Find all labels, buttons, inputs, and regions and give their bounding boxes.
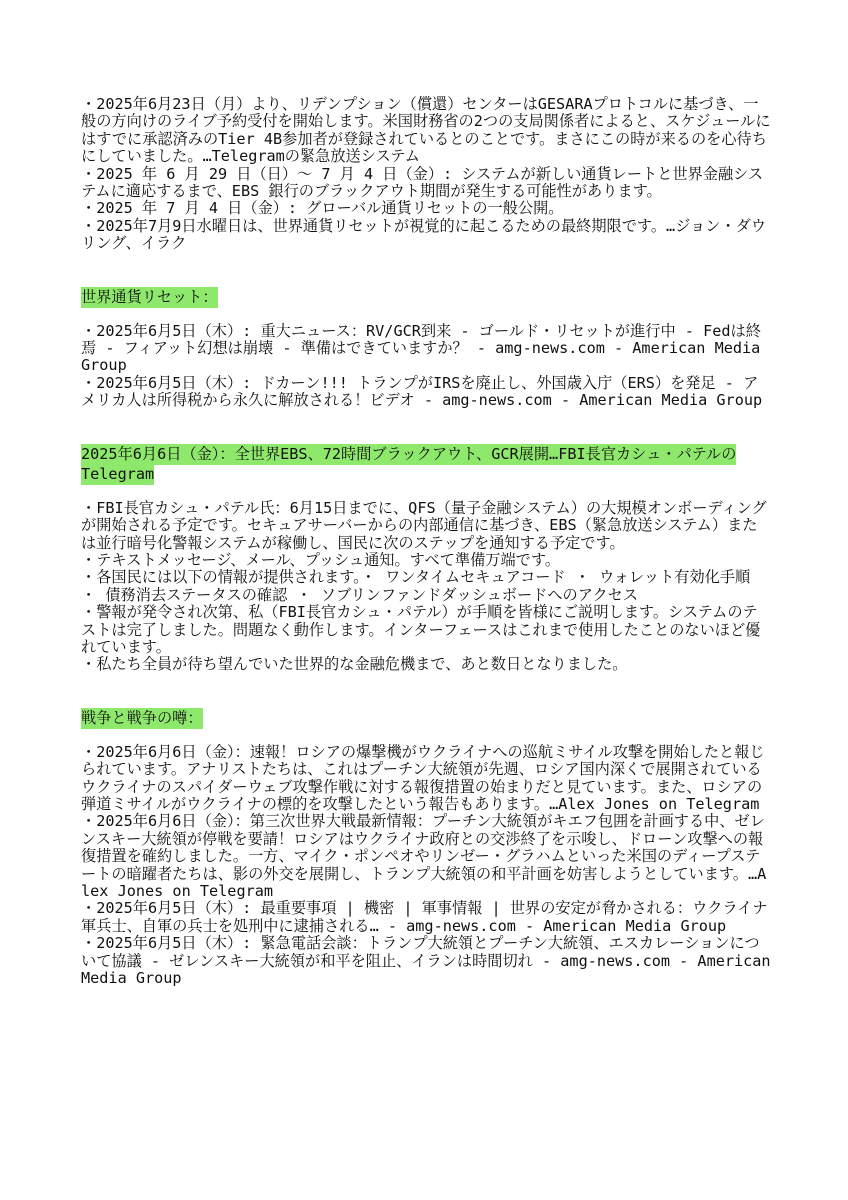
section-item: ・2025年6月5日（木）: 最重要事項 | 機密 | 軍事情報 | 世界の安定が脅かされる：ウクライナ軍兵士、自軍の兵士を処刑中に逮捕される… - amg-news.com - American Media Group [81, 899, 768, 935]
section-heading-block [81, 708, 771, 728]
intro-paragraph: ・2025 年 7 月 4 日（金）: グローバル通貨リセットの一般公開。 [81, 199, 564, 218]
section-heading-block [81, 287, 771, 307]
section-item: ・テキストメッセージ、メール、プッシュ通知。すべて準備万端です。 [81, 550, 561, 569]
section-body [81, 500, 771, 674]
section-title: 戦争と戦争の噂： [81, 708, 203, 727]
intro-paragraph: ・2025 年 6 月 29 日（日）～ 7 月 4 日（金）: システムが新しい通貨レートと世界金融システムに適応するまで、EBS 銀行のブラックアウト期間が発生する可能性があります。 [81, 164, 764, 201]
intro-paragraph: ・2025年6月23日（月）より、リデンプション（償還）センターはGESARAプロトコルに基づき、一般の方向けのライブ予約受付を開始します。米国財務省の2つの支局関係者によると、スケジュールにはすでに承認済みのTier 4B参加者が登録されているとのことです。まさにこの時が来るのを心待ちにしていました。…Telegramの緊急放送システム [81, 95, 771, 166]
section-item: ・2025年6月6日（金）：速報！ロシアの爆撃機がウクライナへの巡航ミサイル攻撃を開始したと報じられています。アナリストたちは、これはプーチン大統領が先週、ロシア国内深くで展開されているウクライナのスパイダーウェブ攻撃作戦に対する報復措置の始まりだと見ています。また、ロシアの弾道ミサイルがウクライナの標的を攻撃したという報告もあります。…Alex Jones on Telegram [81, 742, 765, 813]
section-item: ・FBI長官カシュ・パテル氏：6月15日までに、QFS（量子金融システム）の大規模オンボーディングが開始される予定です。セキュアサーバーからの内部通信に基づき、EBS（緊急放送システム）または並行暗号化警報システムが稼働し、国民に次のステップを通知する予定です。 [81, 498, 767, 552]
section-item: ・2025年6月5日（木）: 緊急電話会談：トランプ大統領とプーチン大統領、エスカレーションについて協議 - ゼレンスキー大統領が和平を阻止、イランは時間切れ - amg-news.com - American Media Group [81, 934, 771, 988]
section-item: ・2025年6月5日（木）: 重大ニュース：RV/GCR到来 - ゴールド・リセットが進行中 - Fedは終焉 - フィアット幻想は崩壊 - 準備はできていますか？ - amg-news.com - American Media Group [81, 321, 761, 375]
document-page [81, 96, 771, 987]
section-title: 2025年6月6日（金）：全世界EBS、72時間ブラックアウト、GCR展開…FBI長官カシュ・パテルのTelegram [81, 444, 737, 483]
section-item: ・各国民には以下の情報が提供されます。・ ワンタイムセキュアコード ・ ウォレット有効化手順 ・ 債務消去ステータスの確認 ・ ソブリンファンドダッシュボードへのアクセス [81, 568, 751, 604]
section-body [81, 323, 771, 410]
intro-paragraph: ・2025年7月9日水曜日は、世界通貨リセットが視覚的に起こるための最終期限です。…ジョン・ダウリング、イラク [81, 216, 767, 253]
section-heading-block [81, 444, 771, 484]
intro-block [81, 96, 771, 253]
section-body [81, 744, 771, 988]
section-title: 世界通貨リセット： [81, 287, 218, 306]
section-item: ・警報が発令され次第、私（FBI長官カシュ・パテル）が手順を皆様にご説明します。システムのテストは完了しました。問題なく動作します。インターフェースはこれまで使用したことのないほど優れています。 [81, 603, 761, 656]
section-item: ・2025年6月5日（木）: ドカーン!!! トランプがIRSを廃止し、外国歳入庁（ERS）を発足 - アメリカ人は所得税から永久に解放される！ビデオ - amg-news.com - American Media Group [81, 373, 763, 410]
section-item: ・2025年6月6日（金）：第三次世界大戦最新情報：プーチン大統領がキエフ包囲を計画する中、ゼレンスキー大統領が停戦を要請！ロシアはウクライナ政府との交渉終了を示唆し、ドローン攻撃への報復措置を確約しました。一方、マイク・ポンペオやリンゼー・グラハムといった米国のディープステートの暗躍者たちは、影の外交を展開し、トランプ大統領の和平計画を妨害しようとしています。…Alex Jones on Telegram [81, 812, 767, 900]
section-item: ・私たち全員が待ち望んでいた世界的な金融危機まで、あと数日となりました。 [81, 655, 628, 674]
